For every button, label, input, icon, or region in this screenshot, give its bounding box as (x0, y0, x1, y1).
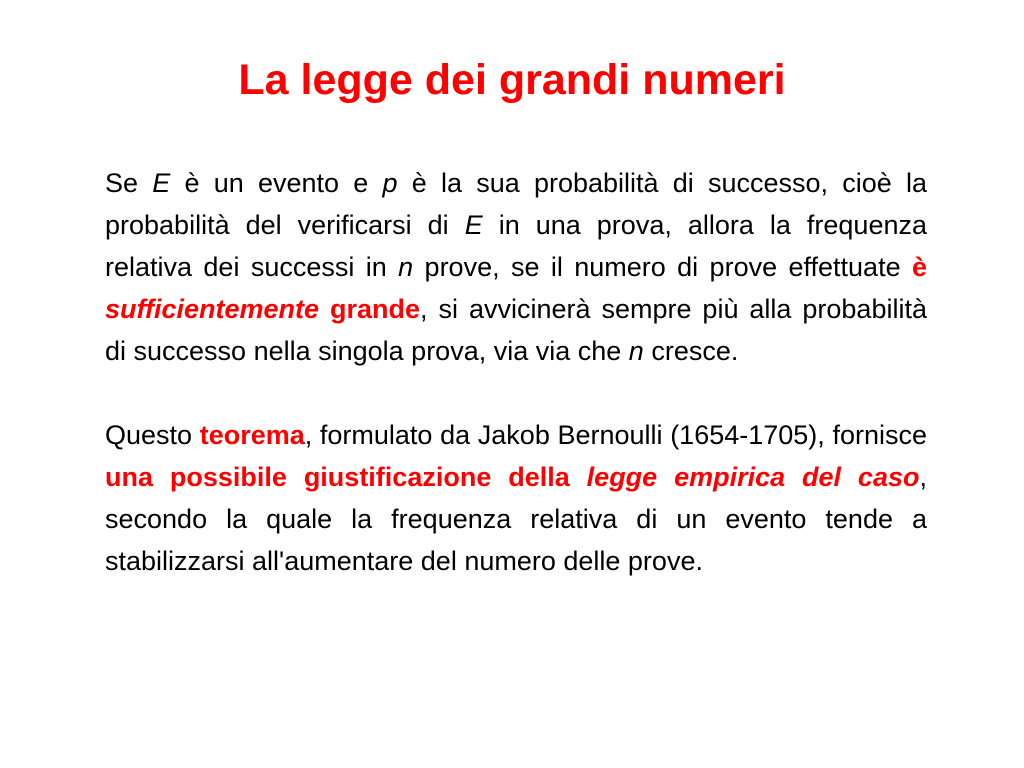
variable-e: E (152, 168, 171, 198)
text-span: è un evento e (170, 168, 383, 198)
highlight-text: una possibile giustificazione della (105, 462, 570, 492)
text-span: è la sua probabilità di successo, cioè la probabilità del verificarsi di (105, 168, 927, 240)
highlight-text: legge empirica del caso (586, 462, 920, 492)
highlight-text: è (911, 252, 927, 282)
variable-p: p (382, 168, 398, 198)
highlight-text: sufficientemente (105, 294, 320, 324)
variable-n: n (628, 336, 644, 366)
slide-title: La legge dei grandi numeri (238, 56, 786, 104)
text-span: Questo (105, 420, 200, 450)
paragraph-bernoulli-theorem (105, 414, 927, 582)
text-span: prove, se il numero di prove effettuate (413, 252, 912, 282)
text-span: Se (105, 168, 153, 198)
text-span: cresce. (643, 336, 739, 366)
highlight-text: grande (330, 294, 421, 324)
text-span: in una prova, allora la frequenza relativa dei successi in (105, 210, 927, 282)
text-span (319, 294, 330, 324)
text-span: , si avvicinerà sempre più alla probabilità di successo nella singola prova, via via che (105, 294, 927, 366)
variable-n: n (398, 252, 414, 282)
slide-body (105, 162, 927, 582)
text-span: , formulato da Jakob Bernoulli (1654-1705), fornisce (304, 420, 927, 450)
text-span: , secondo la quale la frequenza relativa di un evento tende a stabilizzarsi all'aumentare del numero delle prove. (105, 462, 927, 576)
variable-e: E (464, 210, 483, 240)
text-span (570, 462, 587, 492)
highlight-text: teorema (199, 420, 305, 450)
paragraph-law-statement (105, 162, 927, 372)
